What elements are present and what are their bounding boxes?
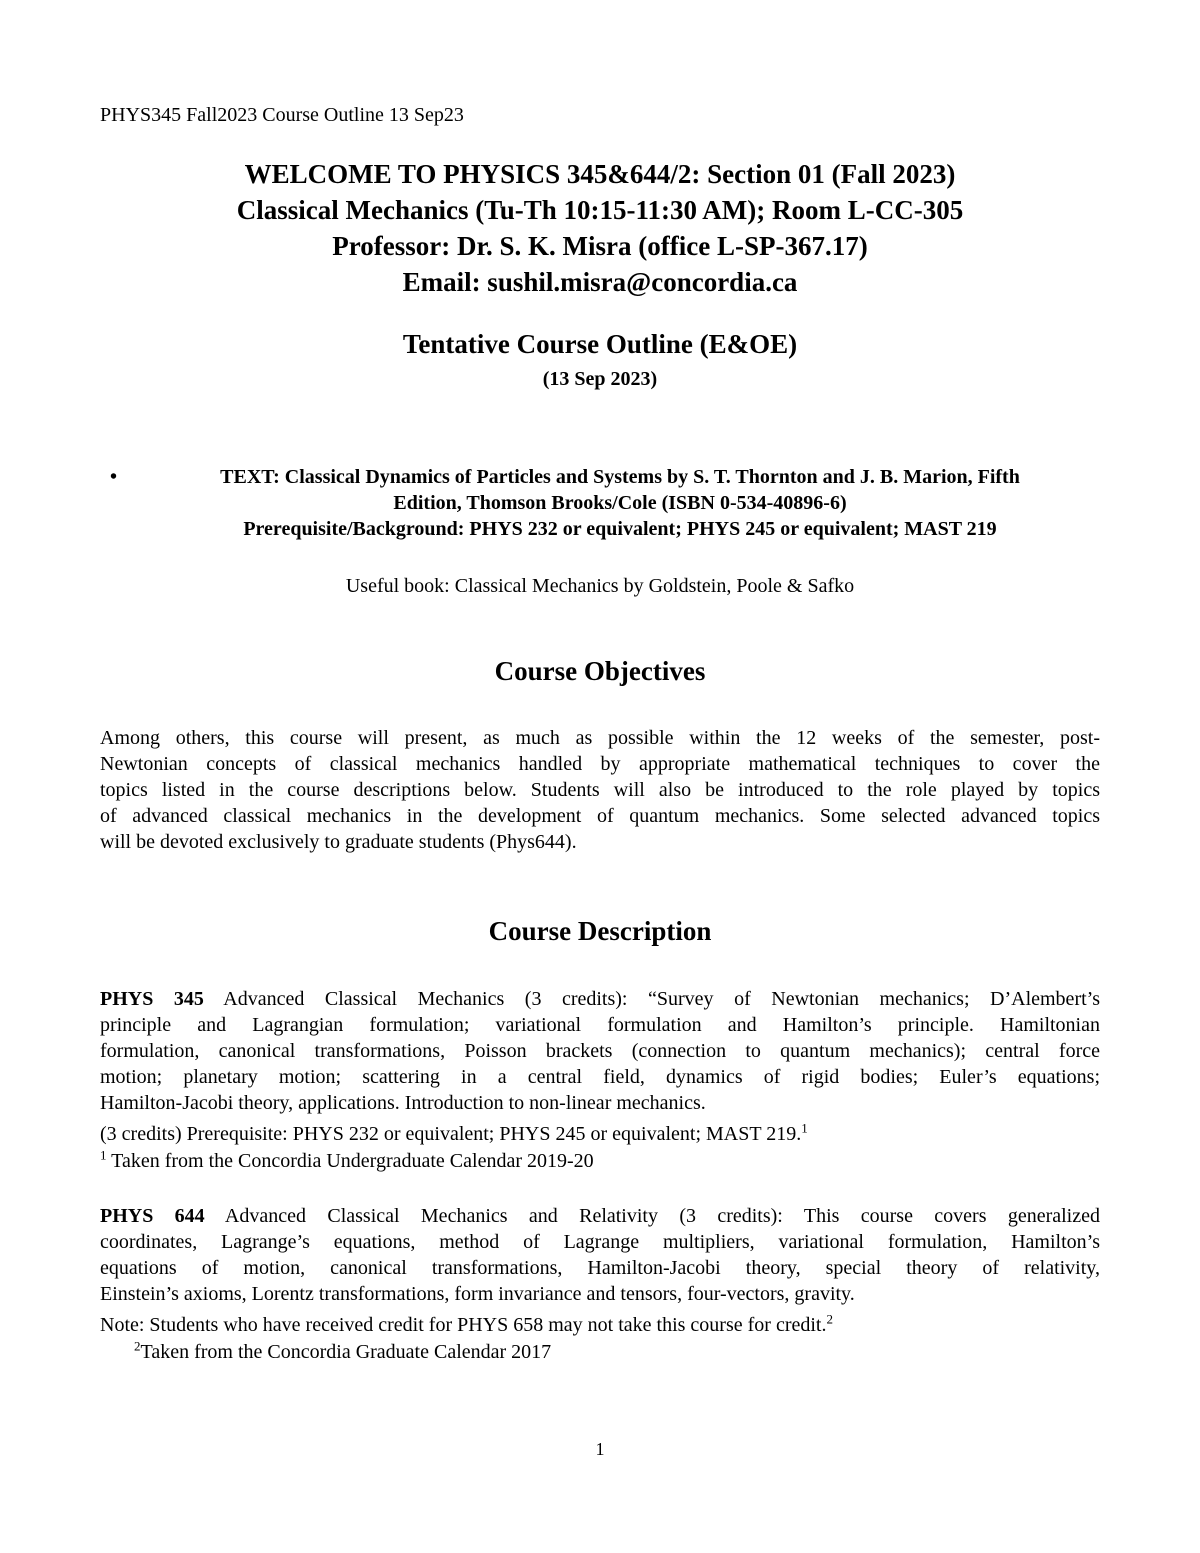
paragraph-line: topics listed in the course descriptions below. Students will also be introduced to the role played by topics bbox=[100, 779, 1100, 801]
textbook-info bbox=[140, 464, 1100, 542]
title-line-course: WELCOME TO PHYSICS 345&644/2: Section 01 (Fall 2023) bbox=[244, 159, 956, 189]
textbook-line: TEXT: Classical Dynamics of Particles and Systems by S. T. Thornton and J. B. Marion, Fifth bbox=[220, 466, 1020, 488]
page-number: 1 bbox=[595, 1439, 605, 1459]
title-line-schedule: Classical Mechanics (Tu-Th 10:15-11:30 AM); Room L-CC-305 bbox=[236, 195, 964, 225]
textbook-edition-line: Edition, Thomson Brooks/Cole (ISBN 0-534-40896-6) bbox=[393, 492, 847, 514]
footnote-marker: 2 bbox=[134, 1338, 141, 1354]
phys345-footnote: $^1$ Taken from the Concordia Undergraduate Calendar 2019-20 bbox=[100, 1147, 594, 1172]
phys345-prerequisite: (3 credits) Prerequisite: PHYS 232 or equivalent; PHYS 245 or equivalent; MAST 219.$^1$ bbox=[100, 1120, 808, 1145]
paragraph-line: coordinates, Lagrange’s equations, method of Lagrange multipliers, variational formulation, Hamilton’s bbox=[100, 1231, 1100, 1253]
outline-title: Tentative Course Outline (E&OE) bbox=[402, 329, 798, 359]
objectives-paragraph bbox=[100, 725, 1100, 855]
phys644-note: Note: Students who have received credit for PHYS 658 may not take this course for credit.$^2$ bbox=[100, 1311, 833, 1336]
paragraph-line: formulation, canonical transformations, Poisson brackets (connection to quantum mechanics); central force bbox=[100, 1040, 1100, 1062]
paragraph-line: Newtonian concepts of classical mechanics handled by appropriate mathematical techniques to cover the bbox=[100, 753, 1100, 775]
course-code: PHYS 345 bbox=[100, 988, 204, 1010]
phys345-paragraph bbox=[100, 986, 1100, 1116]
title-line-email: Email: sushil.misra@concordia.ca bbox=[402, 267, 798, 297]
paragraph-line: motion; planetary motion; scattering in a central field, dynamics of rigid bodies; Euler’s equations; bbox=[100, 1066, 1100, 1088]
paragraph-line bbox=[100, 1203, 1100, 1229]
useful-book: Useful book: Classical Mechanics by Goldstein, Poole & Safko bbox=[345, 575, 855, 597]
phys644-footnote: $^2$Taken from the Concordia Graduate Calendar 2017 bbox=[134, 1338, 552, 1363]
course-summary: Advanced Classical Mechanics (3 credits): “Survey of Newtonian mechanics; D’Alembert’s bbox=[203, 988, 1100, 1010]
description-heading: Course Description bbox=[488, 916, 712, 946]
course-code: PHYS 644 bbox=[100, 1205, 205, 1227]
paragraph-line: Hamilton-Jacobi theory, applications. Introduction to non-linear mechanics. bbox=[100, 1092, 706, 1114]
footnote-marker: 1 bbox=[801, 1120, 808, 1136]
running-head: PHYS345 Fall2023 Course Outline 13 Sep23 bbox=[100, 104, 464, 126]
paragraph-line: Among others, this course will present, as much as possible within the 12 weeks of the semester, post- bbox=[100, 727, 1100, 749]
paragraph-line bbox=[100, 986, 1100, 1012]
paragraph-line: will be devoted exclusively to graduate students (Phys644). bbox=[100, 831, 577, 853]
title-line-professor: Professor: Dr. S. K. Misra (office L-SP-367.17) bbox=[332, 231, 868, 261]
paragraph-line: principle and Lagrangian formulation; variational formulation and Hamilton’s principle. Hamiltonian bbox=[100, 1014, 1100, 1036]
paragraph-line: of advanced classical mechanics in the development of quantum mechanics. Some selected advanced topics bbox=[100, 805, 1100, 827]
footnote-marker: 2 bbox=[826, 1311, 833, 1327]
footnote-marker: 1 bbox=[100, 1147, 107, 1163]
course-summary: Advanced Classical Mechanics and Relativity (3 credits): This course covers generalized bbox=[204, 1205, 1100, 1227]
paragraph-line: equations of motion, canonical transformations, Hamilton-Jacobi theory, special theory of relativity, bbox=[100, 1257, 1100, 1279]
prerequisite-line: Prerequisite/Background: PHYS 232 or equivalent; PHYS 245 or equivalent; MAST 219 bbox=[243, 518, 997, 540]
phys644-paragraph bbox=[100, 1203, 1100, 1307]
outline-date: (13 Sep 2023) bbox=[542, 368, 658, 390]
bullet-icon: • bbox=[110, 466, 118, 488]
objectives-heading: Course Objectives bbox=[494, 656, 706, 686]
paragraph-line: Einstein’s axioms, Lorentz transformations, form invariance and tensors, four-vectors, gravity. bbox=[100, 1283, 855, 1305]
course-title-block bbox=[0, 156, 1200, 300]
